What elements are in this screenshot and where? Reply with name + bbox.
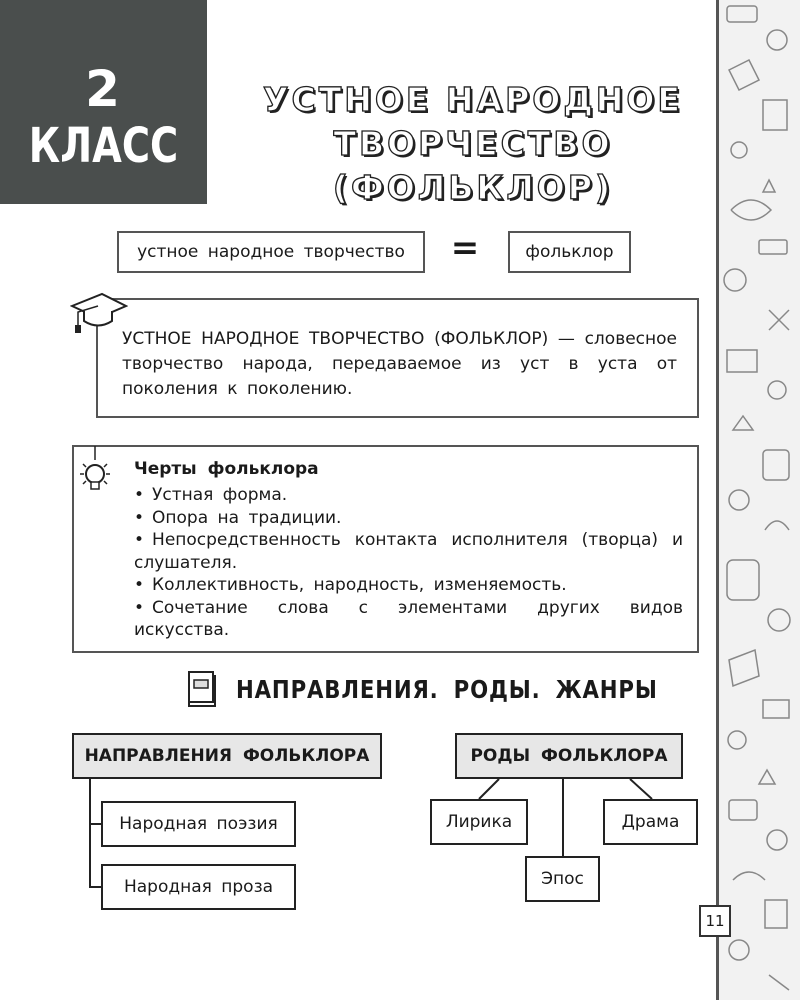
genre-item: Эпос xyxy=(525,856,600,902)
feature-item: • Устная форма. xyxy=(134,484,683,507)
direction-item: Народная проза xyxy=(101,864,296,910)
grade-number: 2 xyxy=(85,60,122,118)
lightbulb-icon xyxy=(76,446,114,498)
equals-sign: = xyxy=(450,228,480,268)
decorative-side-strip xyxy=(716,0,800,1000)
title-line-2: ТВОРЧЕСТВО xyxy=(333,124,613,163)
genres-header: РОДЫ ФОЛЬКЛОРА xyxy=(455,733,683,779)
title-line-1: УСТНОЕ НАРОДНОЕ xyxy=(263,80,683,119)
genre-item: Лирика xyxy=(430,799,528,845)
genre-item: Драма xyxy=(603,799,698,845)
definition-text: УСТНОЕ НАРОДНОЕ ТВОРЧЕСТВО (ФОЛЬКЛОР) — словесное творчество народа, передаваемое из уст в уста от поколения к поколению. xyxy=(122,329,677,399)
direction-item: Народная поэзия xyxy=(101,801,296,847)
graduation-cap-icon xyxy=(70,288,128,338)
book-icon xyxy=(183,668,221,710)
feature-item: • Опора на традиции. xyxy=(134,507,683,530)
grade-word: КЛАСС xyxy=(28,118,179,174)
page-title xyxy=(230,78,716,210)
doodle-pattern-icon xyxy=(719,0,800,1000)
feature-item: • Сочетание слова с элементами других видов искусства. xyxy=(134,597,683,642)
equation-right-box: фольклор xyxy=(508,231,631,273)
section-heading: НАПРАВЛЕНИЯ. РОДЫ. ЖАНРЫ xyxy=(236,675,658,704)
page-number: 11 xyxy=(699,905,731,937)
feature-item: • Непосредственность контакта исполнителя (творца) и слушателя. xyxy=(134,529,683,574)
features-list xyxy=(134,484,683,642)
feature-item: • Коллективность, народность, изменяемость. xyxy=(134,574,683,597)
features-title: Черты фольклора xyxy=(134,459,319,479)
equation-left-box: устное народное творчество xyxy=(117,231,425,273)
directions-header: НАПРАВЛЕНИЯ ФОЛЬКЛОРА xyxy=(72,733,382,779)
title-line-3: (ФОЛЬКЛОР) xyxy=(332,168,614,207)
